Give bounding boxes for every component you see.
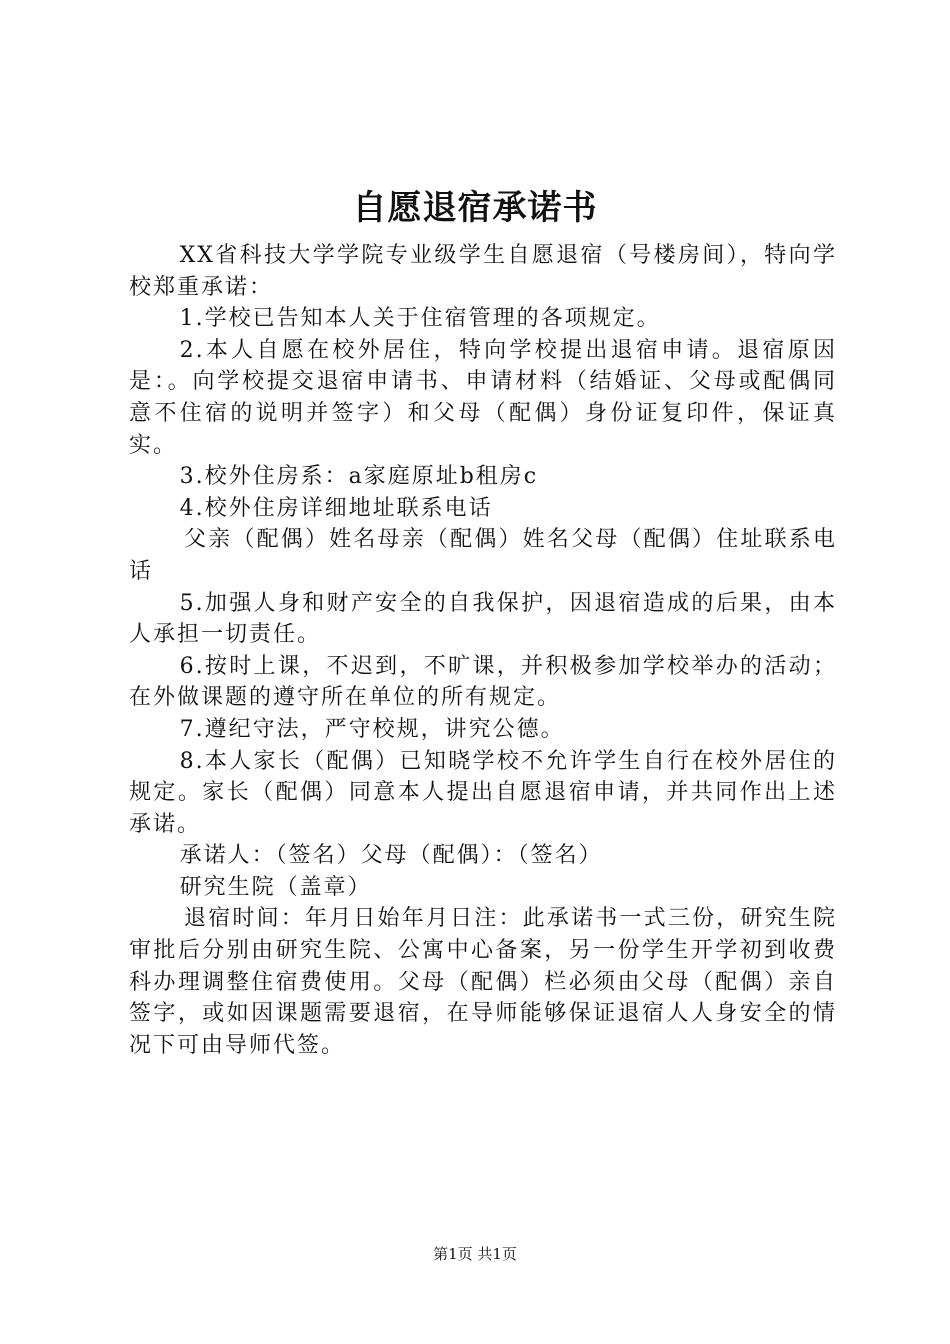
- clause-2: 2.本人自愿在校外居住，特向学校提出退宿申请。退宿原因是：。向学校提交退宿申请书、申请材料（结婚证、父母或配偶同意不住宿的说明并签字）和父母（配偶）身份证复印件，保证真实。: [129, 337, 837, 458]
- notes-paragraph: 退宿时间：年月日始年月日注：此承诺书一式三份，研究生院审批后分别由研究生院、公寓中心备案，另一份学生开学初到收费科办理调整住宿费使用。父母（配偶）栏必须由父母（配偶）亲自签字，或如因课题需要退宿，在导师能够保证退宿人人身安全的情况下可由导师代签。: [129, 906, 837, 1058]
- page-number: 第1页 共1页: [433, 1245, 517, 1263]
- clause-6: 6.按时上课，不迟到，不旷课，并积极参加学校举办的活动；在外做课题的遵守所在单位的所有规定。: [129, 653, 837, 711]
- intro-paragraph: XX省科技大学学院专业级学生自愿退宿（号楼房间），特向学校郑重承诺：: [129, 243, 837, 300]
- clause-8: 8.本人家长（配偶）已知晓学校不允许学生自行在校外居住的规定。家长（配偶）同意本人提出自愿退宿申请，并共同作出上述承诺。: [129, 748, 837, 837]
- clause-1: 1.学校已告知本人关于住宿管理的各项规定。: [179, 306, 661, 332]
- clause-4: 4.校外住房详细地址联系电话: [179, 495, 493, 521]
- clause-3: 3.校外住房系：a家庭原址b租房c: [179, 464, 539, 490]
- clause-5: 5.加强人身和财产安全的自我保护，因退宿造成的后果，由本人承担一切责任。: [129, 590, 837, 648]
- document-body: [129, 240, 837, 1061]
- parent-info-line: 父亲（配偶）姓名母亲（配偶）姓名父母（配偶）住址联系电话: [129, 527, 837, 584]
- seal-line: 研究生院（盖章）: [179, 874, 372, 900]
- clause-7: 7.遵纪守法，严守校规，讲究公德。: [179, 716, 565, 742]
- document-title: 自愿退宿承诺书: [352, 188, 598, 228]
- signature-line: 承诺人：（签名）父母（配偶）：（签名）: [179, 843, 603, 869]
